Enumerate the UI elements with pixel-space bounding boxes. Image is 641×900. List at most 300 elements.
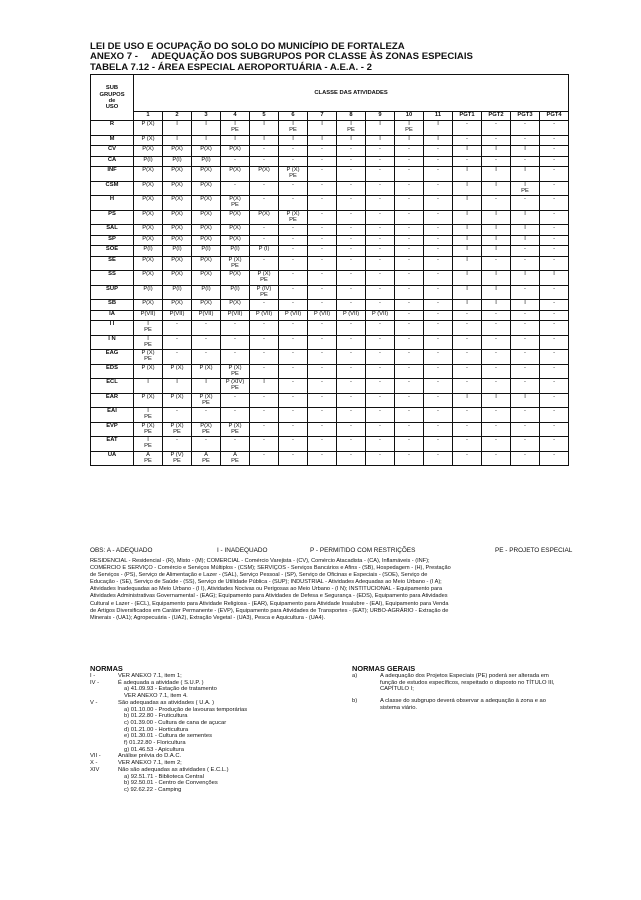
description-line: Atividades Inadequadas ao Meio Urbano - (I I), Atividades Nocivas ou Perigosas ao Meio Urbano - (I N); INSTITUCIONAL - Equipamento para <box>90 586 443 593</box>
norma-label <box>90 713 118 720</box>
table-cell: P(VII) <box>221 310 250 321</box>
table-cell: - <box>279 196 308 211</box>
table-cell: - <box>366 181 395 196</box>
norma-geral-text: A adequação dos Projetos Especiais (PE) poderá ser alterada em função de estudos específicos, respeitado o disposto no TÍTULO III, CAPÍTULO I; <box>380 673 555 693</box>
table-cell: - <box>250 408 279 423</box>
column-header: 4 <box>221 112 250 121</box>
norma-label: X - <box>90 760 98 767</box>
table-cell: - <box>424 350 453 365</box>
table-cell: - <box>279 393 308 408</box>
table-cell: - <box>337 167 366 182</box>
table-cell: - <box>395 422 424 437</box>
norma-item <box>90 747 340 754</box>
norma-label: VII - <box>90 753 101 760</box>
table-cell: - <box>279 300 308 311</box>
norma-item <box>90 740 340 747</box>
table-cell: P(I) <box>192 156 221 167</box>
norma-label <box>90 720 118 727</box>
norma-text: É adequada a atividade ( S.U.P. ) <box>118 679 204 686</box>
table-cell: I <box>308 135 337 146</box>
document-header <box>90 42 473 73</box>
table-cell: I <box>482 235 511 246</box>
table-cell: - <box>308 156 337 167</box>
column-header: PGT3 <box>511 112 540 121</box>
table-cell: P (X) <box>192 364 221 379</box>
table-cell: I <box>482 210 511 225</box>
table-cell: - <box>424 271 453 286</box>
table-cell: - <box>366 196 395 211</box>
table-cell: I <box>366 121 395 136</box>
table-cell: - <box>337 210 366 225</box>
table-cell: I <box>453 271 482 286</box>
table-cell: - <box>511 196 540 211</box>
table-cell: I <box>482 167 511 182</box>
table-cell: - <box>395 196 424 211</box>
table-cell: - <box>540 422 569 437</box>
column-header: 10 <box>395 112 424 121</box>
subgroup-label: SAL <box>91 225 134 236</box>
table-cell: P(X) <box>192 271 221 286</box>
table-cell: - <box>453 364 482 379</box>
subgroup-description <box>90 558 556 622</box>
table-cell: - <box>337 364 366 379</box>
table-cell: - <box>337 408 366 423</box>
legend-adequado: OBS: A - ADEQUADO <box>90 547 153 554</box>
table-cell: - <box>221 408 250 423</box>
table-cell: A PE <box>134 451 163 466</box>
table-cell: - <box>308 256 337 271</box>
table-cell: P(X) <box>163 256 192 271</box>
table-cell: - <box>540 210 569 225</box>
column-header: 1 <box>134 112 163 121</box>
table-cell: P (X) <box>134 121 163 136</box>
norma-text: VER ANEXO 7.1, item 1; <box>118 673 182 679</box>
table-cell: - <box>540 285 569 300</box>
table-cell: - <box>424 408 453 423</box>
table-cell: I <box>511 393 540 408</box>
table-cell: - <box>366 300 395 311</box>
table-cell: I <box>453 285 482 300</box>
table-cell: P(X) <box>163 235 192 246</box>
table-cell: - <box>337 181 366 196</box>
table-cell: P(I) <box>134 246 163 257</box>
table-cell: I <box>453 246 482 257</box>
table-cell: - <box>540 167 569 182</box>
table-cell: P(X) <box>134 300 163 311</box>
table-cell: I <box>511 271 540 286</box>
norma-text: f) 01.22.80 - Floricultura <box>124 740 186 747</box>
column-header: 11 <box>424 112 453 121</box>
norma-text: d) 01.21.00 - Horticultura <box>124 726 189 733</box>
table-cell: I <box>482 285 511 300</box>
table-cell: - <box>482 379 511 394</box>
table-cell: - <box>366 167 395 182</box>
table-cell: - <box>453 321 482 336</box>
table-cell: - <box>453 350 482 365</box>
table-cell: - <box>424 196 453 211</box>
description-line: de Artigos Diversificados em Caráter Permanente - (EVP), Equipamento para Atividades de Transportes - (EAT); URBO-AGRÁRIO - Extração de <box>90 607 449 614</box>
table-cell: P (X) <box>163 364 192 379</box>
description-line: Minerais - (UA1); Agropecuária - (UA2), Extração Vegetal - (UA3), Pesca e Aquicultura - (UA4). <box>90 614 326 621</box>
table-cell: - <box>424 181 453 196</box>
table-cell: - <box>540 235 569 246</box>
table-cell: - <box>395 379 424 394</box>
table-cell: - <box>453 451 482 466</box>
table-cell: I <box>337 135 366 146</box>
table-cell: - <box>192 321 221 336</box>
norma-label <box>90 733 118 740</box>
table-cell: I PE <box>134 335 163 350</box>
norma-item <box>90 673 340 680</box>
norma-item <box>90 707 340 714</box>
table-cell: - <box>308 350 337 365</box>
norma-text: b) 01.22.80 - Fruticultura <box>124 713 188 720</box>
table-cell: - <box>424 156 453 167</box>
table-cell: - <box>395 321 424 336</box>
table-cell: - <box>337 285 366 300</box>
table-cell: - <box>424 210 453 225</box>
table-cell: P (X) PE <box>163 422 192 437</box>
table-cell: - <box>424 246 453 257</box>
table-cell: - <box>163 408 192 423</box>
adequacy-table <box>90 74 569 466</box>
description-line: de Serviços - (PS), Serviço de Alimentação e Lazer - (SAL), Serviço Pessoal - (SP), Serviço de Oficinas e Especiais - (SOE), Serviço de <box>90 572 428 579</box>
table-cell: - <box>366 321 395 336</box>
table-cell: P(X) <box>250 210 279 225</box>
subgroup-label: SUP <box>91 285 134 300</box>
table-cell: - <box>366 210 395 225</box>
table-cell: P(I) <box>192 246 221 257</box>
table-cell: - <box>511 437 540 452</box>
norma-text: g) 01.46.53 - Apicultura <box>124 746 184 753</box>
table-cell: P(X) <box>192 225 221 236</box>
table-cell: - <box>221 393 250 408</box>
table-row <box>91 310 569 321</box>
table-cell: P(X) <box>163 225 192 236</box>
table-cell: - <box>453 156 482 167</box>
table-cell: - <box>540 451 569 466</box>
table-cell: I PE <box>337 121 366 136</box>
table-cell: - <box>250 181 279 196</box>
description-line: COMÉRCIO E SERVIÇO - Comércio e Serviços Múltiplos - (CSM); SERVIÇOS - Serviços Bancários e Afins - (SB), Hospedagem - (H), Prestação <box>90 565 451 572</box>
table-cell: P(X) <box>134 167 163 182</box>
norma-text: Análise prévia do D.A.C. <box>118 753 182 760</box>
table-cell: P(I) <box>221 246 250 257</box>
table-cell: P (X) PE <box>221 422 250 437</box>
table-cell: P (X) PE <box>192 393 221 408</box>
table-cell: - <box>511 408 540 423</box>
norma-text: a) 92.51.71 - Biblioteca Central <box>124 773 204 780</box>
table-cell: - <box>540 256 569 271</box>
table-row <box>91 335 569 350</box>
norma-item <box>90 727 340 734</box>
table-cell: - <box>395 271 424 286</box>
table-cell: - <box>424 335 453 350</box>
table-cell: - <box>279 285 308 300</box>
table-cell: - <box>308 364 337 379</box>
table-cell: - <box>308 285 337 300</box>
table-cell: P(X) <box>192 235 221 246</box>
table-row <box>91 156 569 167</box>
norma-label <box>90 787 118 794</box>
table-cell: I <box>192 121 221 136</box>
table-cell: P(VII) <box>192 310 221 321</box>
table-cell: - <box>482 256 511 271</box>
table-cell: - <box>482 196 511 211</box>
table-cell: - <box>482 437 511 452</box>
table-cell: I PE <box>221 121 250 136</box>
table-cell: - <box>395 146 424 157</box>
table-cell: P(X) <box>221 300 250 311</box>
table-cell: - <box>511 422 540 437</box>
norma-item <box>90 680 340 687</box>
table-cell: - <box>308 321 337 336</box>
table-cell: P(I) <box>163 285 192 300</box>
norma-label: I - <box>90 673 96 679</box>
legend-permitido: P - PERMITIDO COM RESTRIÇÕES <box>310 547 416 554</box>
table-cell: - <box>540 408 569 423</box>
table-cell: - <box>308 300 337 311</box>
table-cell: - <box>337 256 366 271</box>
table-cell: P(X) <box>134 271 163 286</box>
table-cell: I PE <box>134 437 163 452</box>
table-row <box>91 146 569 157</box>
table-cell: - <box>453 422 482 437</box>
table-cell: - <box>308 408 337 423</box>
table-cell: - <box>337 379 366 394</box>
table-cell: - <box>192 408 221 423</box>
table-cell: - <box>337 350 366 365</box>
table-cell: - <box>279 422 308 437</box>
table-cell: - <box>540 121 569 136</box>
table-cell: - <box>366 335 395 350</box>
subgroup-label: EDS <box>91 364 134 379</box>
table-cell: I <box>279 135 308 146</box>
table-cell: - <box>395 393 424 408</box>
table-cell: - <box>540 335 569 350</box>
norma-text: Não são adequadas as atividades ( E.C.L.) <box>118 766 229 773</box>
table-cell: P (VII) <box>308 310 337 321</box>
table-cell: P (VII) <box>337 310 366 321</box>
subgroup-label: UA <box>91 451 134 466</box>
table-cell: - <box>482 335 511 350</box>
column-header: 8 <box>337 112 366 121</box>
table-cell: P(X) <box>192 146 221 157</box>
table-cell: I <box>163 379 192 394</box>
table-cell: I <box>453 235 482 246</box>
table-row <box>91 246 569 257</box>
norma-item <box>90 693 340 700</box>
table-cell: - <box>337 321 366 336</box>
table-cell: I <box>424 121 453 136</box>
table-cell: - <box>221 335 250 350</box>
table-cell: - <box>395 256 424 271</box>
table-cell: P(I) <box>221 285 250 300</box>
table-cell: - <box>540 364 569 379</box>
table-cell: - <box>337 196 366 211</box>
table-cell: - <box>250 451 279 466</box>
table-cell: - <box>511 135 540 146</box>
table-cell: - <box>308 246 337 257</box>
table-cell: - <box>250 350 279 365</box>
table-cell: - <box>250 422 279 437</box>
table-cell: P(X) PE <box>221 196 250 211</box>
table-cell: - <box>424 146 453 157</box>
table-cell: - <box>337 225 366 236</box>
column-header: PGT2 <box>482 112 511 121</box>
table-cell: - <box>337 271 366 286</box>
table-cell: P(X) <box>134 256 163 271</box>
table-cell: I <box>250 135 279 146</box>
table-cell: - <box>424 225 453 236</box>
table-cell: - <box>395 285 424 300</box>
table-cell: P (X) PE <box>250 271 279 286</box>
table-row <box>91 422 569 437</box>
table-cell: - <box>366 350 395 365</box>
table-row <box>91 285 569 300</box>
table-cell: I <box>250 121 279 136</box>
norma-geral-item <box>352 673 562 693</box>
subgroup-label: EAG <box>91 350 134 365</box>
annex-title: ANEXO 7 - ADEQUAÇÃO DOS SUBGRUPOS POR CLASSE ÀS ZONAS ESPECIAIS <box>90 51 473 63</box>
table-cell: - <box>482 156 511 167</box>
table-cell: I <box>511 167 540 182</box>
table-cell: I <box>511 146 540 157</box>
table-cell: P(X) <box>134 181 163 196</box>
norma-text: VER ANEXO 7.1, item 4. <box>124 693 188 700</box>
table-cell: - <box>482 364 511 379</box>
table-cell: - <box>511 364 540 379</box>
table-cell: - <box>308 393 337 408</box>
table-cell: - <box>366 437 395 452</box>
table-cell: - <box>424 256 453 271</box>
normas-title: NORMAS <box>90 664 123 673</box>
table-cell: P (X) <box>134 393 163 408</box>
table-cell: - <box>279 246 308 257</box>
table-row <box>91 210 569 225</box>
table-cell: I <box>453 256 482 271</box>
table-cell: I <box>482 300 511 311</box>
table-cell: I <box>482 393 511 408</box>
table-cell: - <box>453 121 482 136</box>
table-cell: - <box>540 156 569 167</box>
norma-label: IV - <box>90 679 100 686</box>
table-cell: P(X) <box>163 146 192 157</box>
table-cell: - <box>366 285 395 300</box>
table-cell: - <box>221 350 250 365</box>
norma-item <box>90 780 340 787</box>
table-cell: - <box>395 235 424 246</box>
table-cell: - <box>337 422 366 437</box>
table-cell: P(X) <box>192 210 221 225</box>
table-cell: P(X) <box>134 210 163 225</box>
table-cell: - <box>192 350 221 365</box>
norma-text: a) 41.09.93 - Estação de tratamento <box>124 686 217 693</box>
table-cell: I <box>453 196 482 211</box>
table-cell: P(X) <box>221 225 250 236</box>
table-title: TABELA 7.12 - ÁREA ESPECIAL AEROPORTUÁRIA - A.E.A. - 2 <box>90 61 372 73</box>
table-cell: - <box>424 451 453 466</box>
table-cell: - <box>163 335 192 350</box>
norma-item <box>90 760 340 767</box>
table-cell: - <box>424 310 453 321</box>
table-cell: P(X) <box>134 235 163 246</box>
table-cell: - <box>395 300 424 311</box>
table-cell: - <box>337 246 366 257</box>
table-cell: - <box>395 437 424 452</box>
table-cell: I <box>482 146 511 157</box>
table-cell: - <box>250 256 279 271</box>
norma-geral-label: b) <box>352 698 358 705</box>
table-cell: - <box>395 225 424 236</box>
table-cell: - <box>308 335 337 350</box>
table-cell: I <box>511 210 540 225</box>
table-cell: - <box>337 235 366 246</box>
table-row <box>91 379 569 394</box>
table-cell: I PE <box>279 121 308 136</box>
table-row <box>91 300 569 311</box>
table-cell: - <box>366 235 395 246</box>
table-cell: P (XIV) PE <box>221 379 250 394</box>
table-cell: - <box>337 437 366 452</box>
table-cell: - <box>308 196 337 211</box>
table-cell: - <box>482 408 511 423</box>
table-cell: - <box>279 408 308 423</box>
norma-label <box>90 774 118 781</box>
table-cell: P(X) <box>163 167 192 182</box>
table-cell: - <box>482 310 511 321</box>
table-cell: P(X) <box>134 225 163 236</box>
table-cell: P(I) <box>134 285 163 300</box>
table-cell: - <box>453 379 482 394</box>
table-cell: - <box>395 451 424 466</box>
table-cell: - <box>308 379 337 394</box>
normas-gerais-section <box>352 664 562 712</box>
column-number-row <box>91 112 569 121</box>
table-cell: P(X) <box>134 196 163 211</box>
subgroup-label: EVP <box>91 422 134 437</box>
table-cell: - <box>424 437 453 452</box>
table-cell: I <box>366 135 395 146</box>
table-cell: P (X) PE <box>134 422 163 437</box>
table-cell: - <box>395 156 424 167</box>
table-cell: - <box>395 364 424 379</box>
table-cell: - <box>540 437 569 452</box>
table-cell: - <box>308 235 337 246</box>
table-cell: P(X) PE <box>192 422 221 437</box>
table-row <box>91 393 569 408</box>
subgroup-label: CSM <box>91 181 134 196</box>
column-header: 2 <box>163 112 192 121</box>
normas-gerais-title: NORMAS GERAIS <box>352 664 416 673</box>
table-cell: P (X) <box>163 393 192 408</box>
table-cell: - <box>511 121 540 136</box>
table-cell: - <box>540 181 569 196</box>
table-cell: - <box>366 246 395 257</box>
table-cell: A PE <box>192 451 221 466</box>
subgroup-label: SOE <box>91 246 134 257</box>
table-cell: - <box>424 285 453 300</box>
table-cell: - <box>366 225 395 236</box>
table-cell: P(X) <box>163 300 192 311</box>
norma-geral-label: a) <box>352 673 358 679</box>
table-cell: - <box>250 437 279 452</box>
norma-label <box>90 740 118 747</box>
table-cell: - <box>366 364 395 379</box>
table-cell: - <box>366 422 395 437</box>
subgroup-label: SP <box>91 235 134 246</box>
norma-item <box>90 733 340 740</box>
